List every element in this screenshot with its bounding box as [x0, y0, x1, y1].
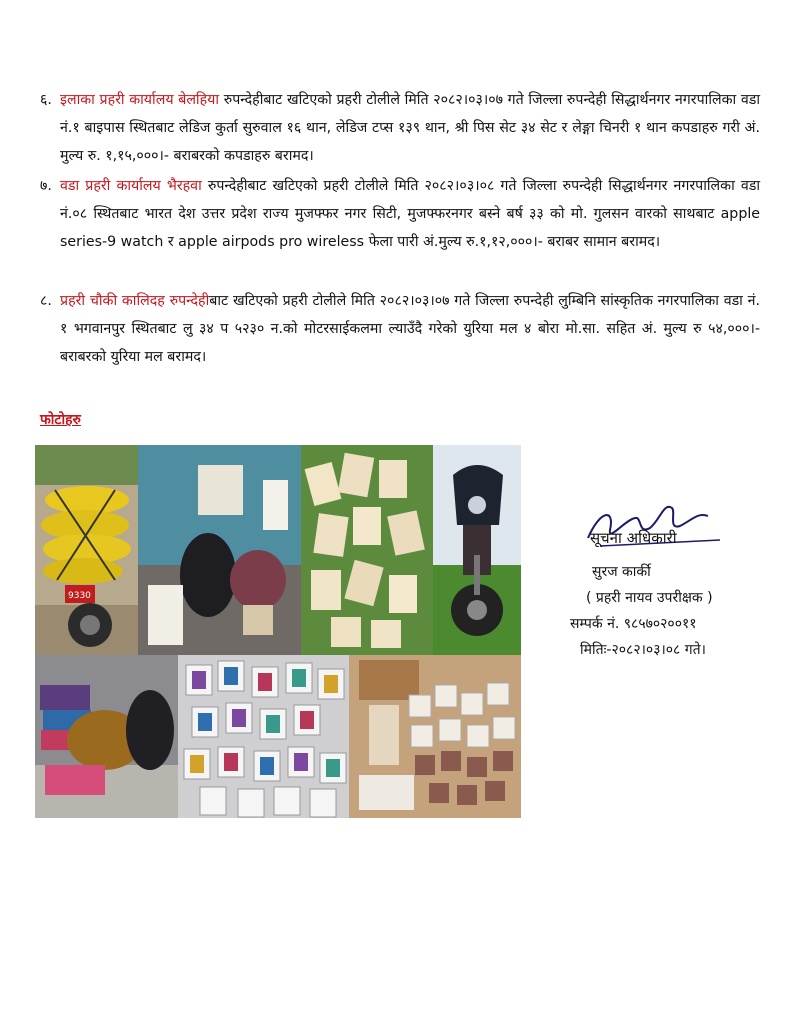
- date-line: मितिः-२०८२।०३।०८ गते।: [580, 642, 706, 658]
- officer-designation: ( प्रहरी नायव उपरीक्षक ): [586, 590, 713, 606]
- photo-clothing-pile: [35, 655, 178, 818]
- item-text: रुपन्देहीबाट खटिएको प्रहरी टोलीले मिति २०८२।०३।०७ गते जिल्ला रुपन्देही सिद्धार्थनगर नगरपालिका वडा नं.१ बाइपास स्थितबाट लेडिज कुर्ता सुरुवाल १६ थान, लेडिज टप्स १३९ थान, श्री पिस सेट ३४ सेट र लेङ्गा चिनरी १ थान कपडाहरु गरी अं. मुल्य रु. १,१५,०००।- बराबरको कपडाहरु बरामद।: [60, 92, 760, 164]
- officer-name: सुरज कार्की: [592, 564, 651, 580]
- photo-airpods-boxes: [349, 655, 521, 818]
- report-item-7: [40, 172, 760, 256]
- contact-number: सम्पर्क नं. ९८५७०२००११: [570, 616, 697, 632]
- item-number: ६.: [40, 92, 52, 108]
- item-text: रुपन्देहीबाट खटिएको प्रहरी टोलीले मिति २०८२।०३।०८ गते जिल्ला रुपन्देही सिद्धार्थनगर नगरपालिका वडा नं.०८ स्थितबाट भारत देश उत्तर प्रदेश राज्य मुजफ्फर नगर सिटी, मुजफ्फरनगर बस्ने बर्ष ३३ को मो. गुलसन वारको साथबाट apple series-9 watch र apple airpods pro wireless फेला पारी अं.मुल्य रु.१,१२,०००।- बराबर सामान बरामद।: [60, 178, 760, 250]
- item-number: ७.: [40, 178, 52, 194]
- office-name: प्रहरी चौकी कालिदह रुपन्देही: [60, 293, 210, 309]
- signature-mark: [580, 490, 740, 560]
- photo-watch-boxes: [178, 655, 349, 818]
- photos-heading: फोटोहरु: [40, 412, 81, 428]
- item-text: बाट खटिएको प्रहरी टोलीले मिति २०८२।०३।०७ गते जिल्ला रुपन्देही लुम्बिनि सांस्कृतिक नगरपालिका वडा नं. १ भगवानपुर स्थितबाट लु ३४ प ५२३० न.को मोटरसाईकलमा ल्याउँदै गरेको युरिया मल ४ बोरा मो.सा. सहित अं. मुल्य रु ५४,०००।- बराबरको युरिया मल बरामद।: [60, 293, 761, 365]
- report-item-6: [40, 86, 760, 170]
- plate-number: 9330: [68, 591, 91, 601]
- photo-clothes-bags: [138, 445, 301, 655]
- item-number: ८.: [40, 293, 52, 309]
- photo-clothing-packets: [301, 445, 433, 655]
- signature-title: सूचना अधिकारी: [590, 529, 677, 547]
- office-name: वडा प्रहरी कार्यालय भैरहवा: [60, 178, 202, 194]
- report-item-8: [40, 287, 760, 371]
- photo-motorcycle: [433, 445, 521, 655]
- office-name: इलाका प्रहरी कार्यालय बेलहिया: [60, 92, 220, 108]
- photo-urea-motorcycle: [35, 445, 138, 655]
